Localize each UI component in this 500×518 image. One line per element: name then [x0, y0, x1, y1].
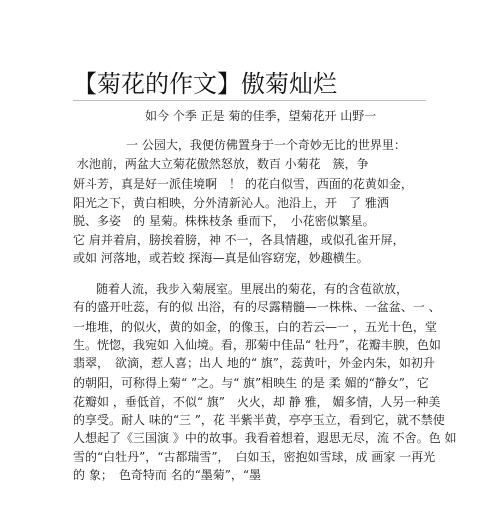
text-line: 妍斗芳，真是好一派佳境啊 ！ 的花白似雪，西面的花黄如金，	[73, 177, 413, 191]
article-title: 【菊花的作文】傲菊灿烂	[73, 70, 337, 98]
title-divider	[73, 100, 426, 101]
text-line: 的朝阳，可称得上菊“ ”之。与“ 旗”相映生 的是 柔 媚的“静女”，它	[73, 376, 429, 390]
text-line: 脱、多姿 的 星菊。株株枝条 垂而下， 小花密似繁星。	[73, 214, 375, 228]
text-line: 花瓣如 ，垂低首，不似“ 旗” 火火，却 静 雅， 媚多情，人另一种美	[73, 395, 441, 409]
text-line: 生。恍惚，我宛如 入仙境。看，那菊中佳品“ 牡丹”，花瓣丰腴，色如	[73, 338, 441, 352]
bottom-fade	[0, 488, 500, 518]
text-line: 如今 个季 正是 菊的佳季，望菊花开 山野一	[145, 109, 377, 123]
text-line: 有的盛开吐蕊，有的似 出浴，有的尽露精髓—一株株、一盆盆、一 、	[73, 300, 441, 314]
text-line: 雪的“白牡丹”，“古都瑞雪”， 白如玉，密抱如雪球，成 画家 一再光	[73, 450, 436, 464]
text-line: 一 公园大，我便仿佛置身于一个奇妙无比的世界里：	[126, 138, 406, 152]
text-line: 翡翠， 欲滴，惹人喜；出人 地的“ 旗”，蕊黄叶，外金内朱，如初升	[73, 356, 435, 370]
text-line: 它 肩并着肩，膀挨着膀，神 不一，各具情趣，或似孔雀开屏，	[73, 233, 405, 247]
text-line: 随着人流，我步入菊展室。里展出的菊花，有的含苞欲放，	[96, 282, 409, 296]
text-line: 或如 河落地，或若蛟 探海—真是仙容窈宠，妙趣横生。	[73, 251, 369, 265]
text-line: 的享受。耐人 味的“三 ”，花 半紫半黄，亭亭玉立，看到它，就不禁使	[73, 413, 445, 427]
text-line: 一堆堆，的似火，黄的如金，的像玉，白的若云—一 ，五光十色，堂	[73, 320, 437, 334]
text-line: 阳光之下，黄白相映，分外清新沁人。池沿上，开 了 雅洒	[73, 196, 389, 210]
text-line: 人想起了《三国演 》中的故事。我看着想着，遐思无尽，流 不舍。色 如	[73, 431, 457, 445]
text-line: 水池前，两盆大立菊花傲然怒放，数百 小菊花 簇，争	[73, 157, 369, 171]
text-line: 的 象； 色奇特而 名的“墨菊”，“墨	[73, 468, 262, 482]
